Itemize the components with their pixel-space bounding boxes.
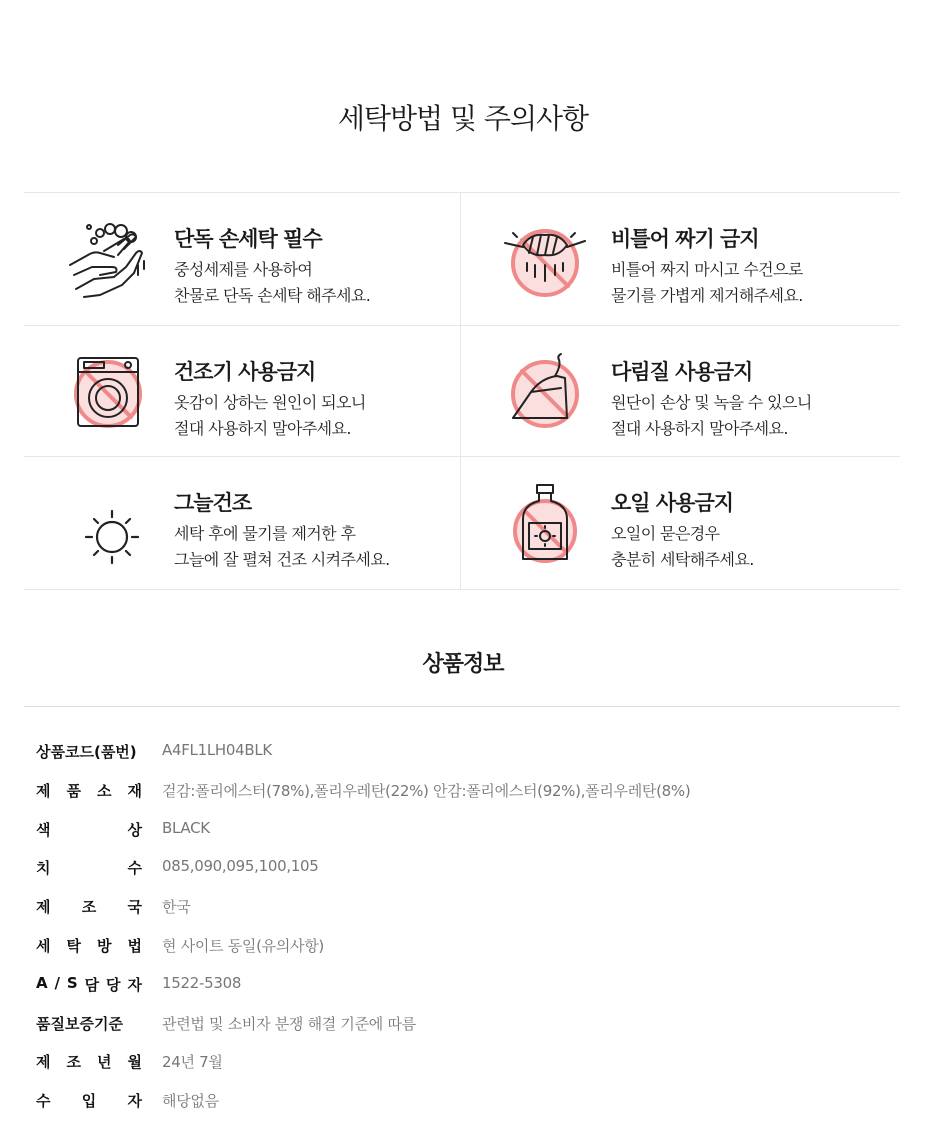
info-row-manufacture-date xyxy=(36,1042,896,1081)
info-label: 수 입 자 xyxy=(36,1092,142,1111)
care-item-no-dryer xyxy=(24,326,460,457)
info-value: BLACK xyxy=(162,818,210,837)
care-item-desc: 옷감이 상하는 원인이 되오니 절대 사용하지 말아주세요. xyxy=(174,393,366,438)
care-item-title: 오일 사용금지 xyxy=(611,491,734,515)
info-row-importer xyxy=(36,1081,896,1120)
care-item-desc: 세탁 후에 물기를 제거한 후 그늘에 잘 펼쳐 건조 시켜주세요. xyxy=(174,524,390,569)
no-dryer-icon xyxy=(64,348,152,436)
care-item-desc: 비틀어 짜지 마시고 수건으로 물기를 가볍게 제거해주세요. xyxy=(611,260,803,305)
info-row-product-code xyxy=(36,732,896,771)
care-item-title: 단독 손세탁 필수 xyxy=(174,227,322,251)
care-title: 세탁방법 및 주의사항 xyxy=(337,102,589,135)
care-item-title: 비틀어 짜기 금지 xyxy=(611,227,759,251)
care-instructions-grid xyxy=(24,192,900,590)
no-wring-icon xyxy=(501,215,589,303)
info-label: 색 상 xyxy=(36,820,142,839)
care-item-title: 건조기 사용금지 xyxy=(174,360,316,384)
info-label: 치 수 xyxy=(36,859,142,878)
care-item-desc: 원단이 손상 및 녹을 수 있으니 절대 사용하지 말아주세요. xyxy=(611,393,812,438)
care-item-no-wring xyxy=(461,193,897,324)
care-item-no-oil xyxy=(461,457,897,588)
info-label: 제 품 소 재 xyxy=(36,781,142,800)
info-value: A4FL1LH04BLK xyxy=(162,741,272,759)
info-value: 24년 7월 xyxy=(162,1053,223,1072)
info-row-color xyxy=(36,810,896,849)
product-info-table xyxy=(36,732,896,1120)
info-value: 한국 xyxy=(162,898,191,917)
info-label: A / S 담 당 자 xyxy=(36,973,142,994)
info-label: 상품코드(품번) xyxy=(36,743,137,761)
info-row-as-contact xyxy=(36,965,896,1004)
info-row-size xyxy=(36,848,896,887)
info-value: 해당없음 xyxy=(162,1092,219,1111)
info-row-material xyxy=(36,771,896,810)
info-value: 겉감:폴리에스터(78%),폴리우레탄(22%) 안감:폴리에스터(92%),폴리우레탄(8%) xyxy=(162,781,691,800)
care-item-desc: 오일이 묻은경우 충분히 세탁해주세요. xyxy=(611,524,754,569)
info-value: 현 사이트 동일(유의사항) xyxy=(162,936,324,955)
info-row-quality-standard xyxy=(36,1004,896,1043)
no-iron-icon xyxy=(501,348,589,436)
hand-wash-icon xyxy=(64,215,152,303)
care-item-title: 그늘건조 xyxy=(174,491,252,515)
care-item-shade-dry xyxy=(24,457,460,588)
care-item-no-iron xyxy=(461,326,897,457)
product-info-title: 상품정보 xyxy=(422,652,504,677)
info-label: 세 탁 방 법 xyxy=(36,936,142,955)
info-value: 085,090,095,100,105 xyxy=(162,857,319,876)
care-item-title: 다림질 사용금지 xyxy=(611,360,753,384)
info-value: 관련법 및 소비자 분쟁 해결 기준에 따름 xyxy=(162,1014,416,1033)
info-label: 품질보증기준 xyxy=(36,1014,123,1033)
no-oil-icon xyxy=(501,479,589,567)
care-item-desc: 중성세제를 사용하여 찬물로 단독 손세탁 해주세요. xyxy=(174,260,371,305)
divider xyxy=(24,706,900,707)
info-label: 제 조 년 월 xyxy=(36,1053,142,1072)
info-value: 1522-5308 xyxy=(162,973,242,992)
info-row-wash-method xyxy=(36,926,896,965)
shade-dry-sun-icon xyxy=(64,479,152,567)
info-label: 제 조 국 xyxy=(36,898,142,917)
info-row-country xyxy=(36,887,896,926)
care-item-hand-wash xyxy=(24,193,460,324)
